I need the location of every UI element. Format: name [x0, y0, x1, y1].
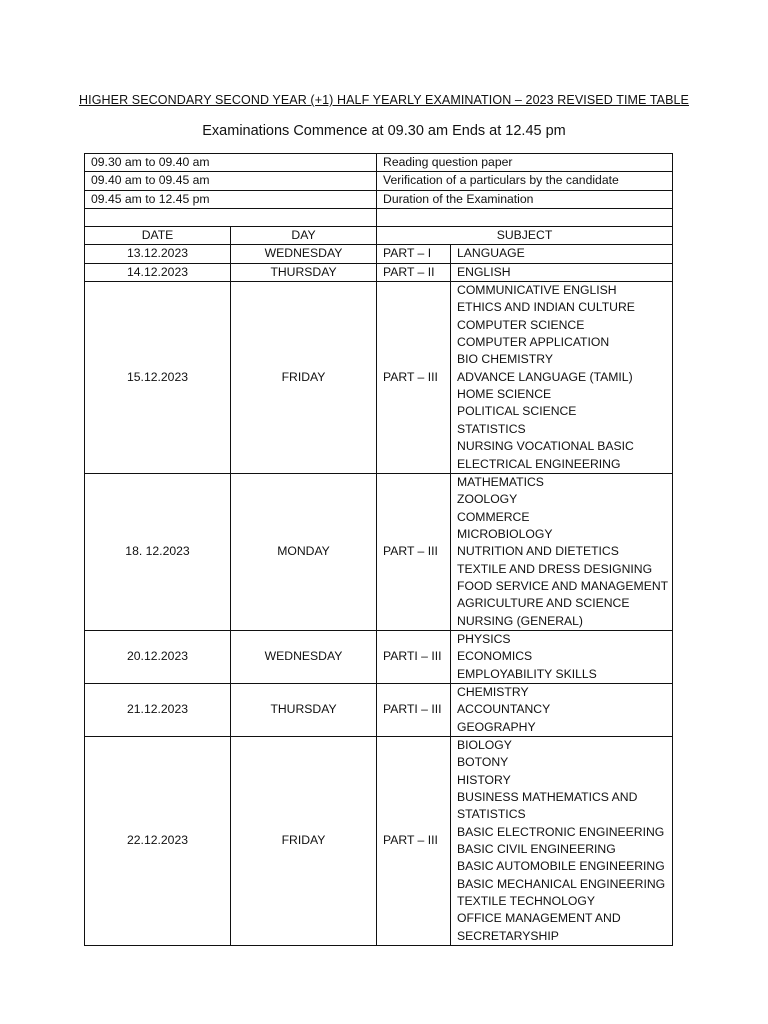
subject-item: OFFICE MANAGEMENT AND: [457, 911, 621, 926]
schedule-date: 20.12.2023: [85, 630, 231, 683]
schedule-date: 21.12.2023: [85, 683, 231, 736]
schedule-row: [85, 263, 673, 281]
schedule-date: 22.12.2023: [85, 737, 231, 946]
timing-activity: Reading question paper: [377, 154, 673, 172]
spacer-cell: [85, 209, 377, 227]
schedule-subjects: [451, 630, 673, 683]
schedule-subjects: [451, 263, 673, 281]
subject-item: ADVANCE LANGUAGE (TAMIL): [457, 369, 633, 384]
subject-item: BASIC AUTOMOBILE ENGINEERING: [457, 859, 665, 874]
timing-row: [85, 154, 673, 172]
document-subtitle: Examinations Commence at 09.30 am Ends at 12.45 pm: [202, 123, 566, 139]
schedule-subjects: [451, 737, 673, 946]
schedule-date: 14.12.2023: [85, 263, 231, 281]
subject-item: STATISTICS: [457, 421, 526, 436]
subject-item: PHYSICS: [457, 631, 511, 646]
subject-item: BASIC CIVIL ENGINEERING: [457, 842, 616, 857]
subject-item: LANGUAGE: [457, 246, 525, 261]
header-date: DATE: [85, 227, 231, 245]
subject-item: BOTONY: [457, 755, 509, 770]
schedule-subjects: [451, 282, 673, 474]
timing-activity: Verification of a particulars by the candidate: [377, 172, 673, 190]
schedule-part: PART – III: [377, 282, 451, 474]
subject-item: POLITICAL SCIENCE: [457, 404, 577, 419]
schedule-day: THURSDAY: [231, 263, 377, 281]
subject-item: NURSING (GENERAL): [457, 613, 583, 628]
timing-time: 09.30 am to 09.40 am: [85, 154, 377, 172]
schedule-row: [85, 630, 673, 683]
header-row: [85, 227, 673, 245]
subject-item: EMPLOYABILITY SKILLS: [457, 666, 597, 681]
schedule-day: WEDNESDAY: [231, 630, 377, 683]
subject-item: ELECTRICAL ENGINEERING: [457, 456, 621, 471]
schedule-part: PARTI – III: [377, 630, 451, 683]
schedule-subjects: [451, 473, 673, 630]
schedule-day: WEDNESDAY: [231, 245, 377, 263]
subject-item: NUTRITION AND DIETETICS: [457, 544, 619, 559]
spacer-cell: [377, 209, 673, 227]
schedule-day: THURSDAY: [231, 683, 377, 736]
schedule-subjects: [451, 245, 673, 263]
timing-time: 09.40 am to 09.45 am: [85, 172, 377, 190]
schedule-date: 15.12.2023: [85, 282, 231, 474]
subject-item: BASIC ELECTRONIC ENGINEERING: [457, 824, 665, 839]
schedule-part: PART – III: [377, 737, 451, 946]
subject-item: TEXTILE AND DRESS DESIGNING: [457, 561, 653, 576]
timing-time: 09.45 am to 12.45 pm: [85, 190, 377, 208]
timetable: [84, 153, 673, 946]
subject-item: BUSINESS MATHEMATICS AND: [457, 790, 638, 805]
schedule-part: PARTI – III: [377, 683, 451, 736]
timetable-body: [85, 154, 673, 946]
subject-item: ACCOUNTANCY: [457, 702, 551, 717]
subject-item: TEXTILE TECHNOLOGY: [457, 894, 595, 909]
schedule-part: PART – I: [377, 245, 451, 263]
header-subject: SUBJECT: [377, 227, 673, 245]
subject-item: CHEMISTRY: [457, 684, 529, 699]
schedule-row: [85, 282, 673, 474]
subject-item: MATHEMATICS: [457, 474, 544, 489]
schedule-day: FRIDAY: [231, 737, 377, 946]
subject-item: HOME SCIENCE: [457, 387, 552, 402]
schedule-row: [85, 737, 673, 946]
schedule-part: PART – III: [377, 473, 451, 630]
schedule-day: MONDAY: [231, 473, 377, 630]
spacer-row: [85, 209, 673, 227]
schedule-day: FRIDAY: [231, 282, 377, 474]
timing-row: [85, 190, 673, 208]
schedule-date: 18. 12.2023: [85, 473, 231, 630]
schedule-date: 13.12.2023: [85, 245, 231, 263]
subject-item: COMPUTER SCIENCE: [457, 317, 585, 332]
timing-row: [85, 172, 673, 190]
timing-activity: Duration of the Examination: [377, 190, 673, 208]
schedule-part: PART – II: [377, 263, 451, 281]
subject-item: GEOGRAPHY: [457, 719, 536, 734]
subject-item: FOOD SERVICE AND MANAGEMENT: [457, 578, 669, 593]
subject-item: AGRICULTURE AND SCIENCE: [457, 596, 630, 611]
subject-item: COMMERCE: [457, 509, 530, 524]
document-title: HIGHER SECONDARY SECOND YEAR (+1) HALF YEARLY EXAMINATION – 2023 REVISED TIME TABLE: [79, 93, 689, 107]
subject-item: ZOOLOGY: [457, 492, 518, 507]
subject-item: SECRETARYSHIP: [457, 928, 559, 943]
subject-item: STATISTICS: [457, 807, 526, 822]
schedule-row: [85, 473, 673, 630]
subject-item: MICROBIOLOGY: [457, 526, 553, 541]
schedule-row: [85, 245, 673, 263]
subject-item: HISTORY: [457, 772, 511, 787]
subject-item: COMPUTER APPLICATION: [457, 335, 610, 350]
schedule-subjects: [451, 683, 673, 736]
subject-item: COMMUNICATIVE ENGLISH: [457, 283, 617, 298]
header-day: DAY: [231, 227, 377, 245]
subject-item: BIOLOGY: [457, 738, 512, 752]
subject-item: BASIC MECHANICAL ENGINEERING: [457, 876, 666, 891]
subject-item: ENGLISH: [457, 264, 511, 279]
subject-item: ETHICS AND INDIAN CULTURE: [457, 300, 635, 315]
subject-item: ECONOMICS: [457, 649, 533, 664]
subject-item: BIO CHEMISTRY: [457, 352, 553, 367]
schedule-row: [85, 683, 673, 736]
subject-item: NURSING VOCATIONAL BASIC: [457, 439, 634, 454]
